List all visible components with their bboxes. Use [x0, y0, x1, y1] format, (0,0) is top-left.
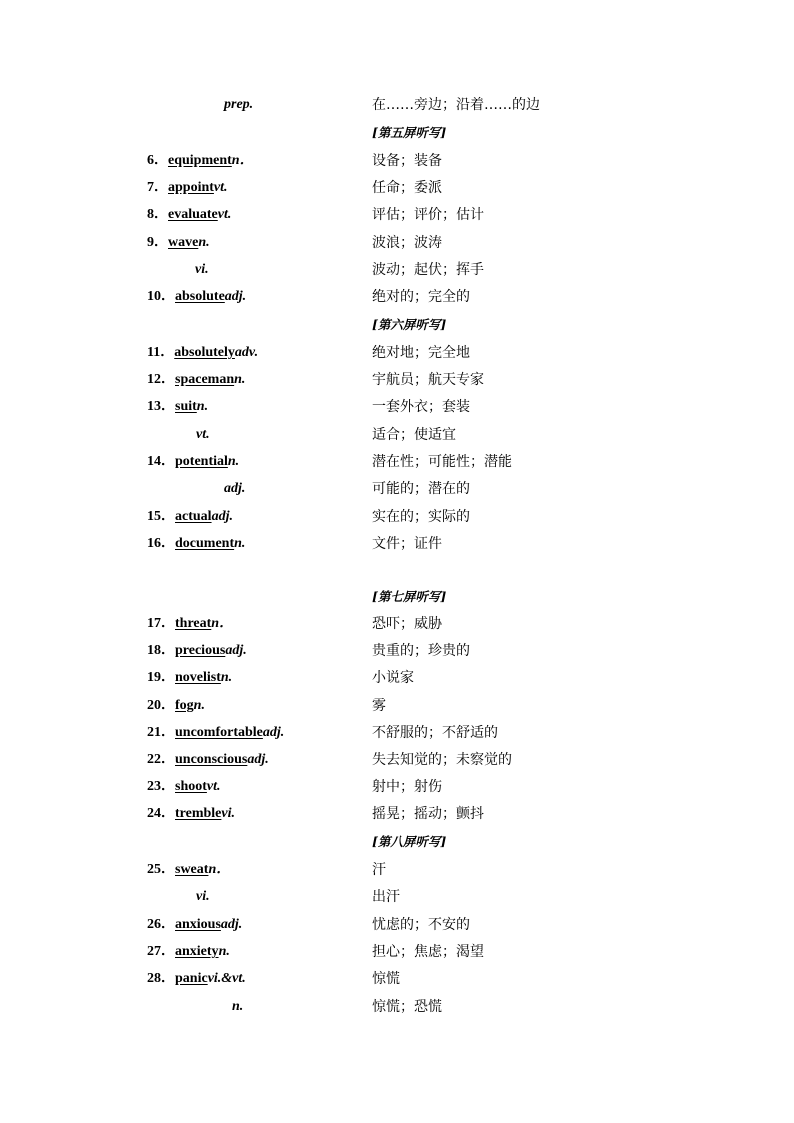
vocab-row: [0, 177, 794, 199]
vocab-row: [0, 506, 794, 528]
entry-number: 21．: [147, 725, 175, 740]
vocab-term: [147, 286, 246, 308]
vocab-row: [0, 451, 794, 473]
english-word: spaceman: [175, 372, 235, 387]
section-header: [第八屏听写]: [372, 834, 447, 849]
part-of-speech: adv.: [234, 345, 259, 360]
section-header-row: [0, 586, 794, 608]
english-word: tremble: [175, 806, 222, 821]
entry-number: 23．: [147, 779, 175, 794]
chinese-meaning: 潜在性；可能性；潜能: [372, 454, 512, 470]
entry-number: 14．: [147, 454, 175, 469]
entry-number: 17．: [147, 616, 175, 631]
part-of-speech: adj.: [224, 289, 247, 304]
vocab-term: [224, 94, 253, 116]
vocab-row: [0, 886, 794, 908]
vocab-row: [0, 259, 794, 281]
vocab-term: [147, 177, 228, 199]
vocab-term: [147, 722, 284, 744]
vocab-row: [0, 286, 794, 308]
part-of-speech: n．: [211, 616, 234, 631]
section-header: [第五屏听写]: [372, 125, 447, 140]
vocab-row: [0, 232, 794, 254]
vocab-row: [0, 150, 794, 172]
chinese-meaning: 在……旁边；沿着……的边: [372, 97, 540, 113]
vocab-term: [147, 342, 258, 364]
english-word: actual: [175, 509, 212, 524]
vocab-row: [0, 996, 794, 1018]
entry-number: 9．: [147, 235, 168, 250]
english-word: fog: [175, 698, 194, 713]
chinese-meaning: 贵重的；珍贵的: [372, 643, 470, 659]
english-word: anxious: [175, 917, 221, 932]
part-of-speech: n.: [234, 536, 246, 551]
chinese-meaning: 出汗: [372, 889, 400, 905]
part-of-speech: n.: [227, 454, 240, 469]
english-word: suit: [175, 399, 197, 414]
chinese-meaning: 绝对的；完全的: [372, 289, 470, 305]
vocab-term: [147, 451, 239, 473]
chinese-meaning: 忧虑的；不安的: [372, 917, 470, 933]
entry-number: 27．: [147, 944, 175, 959]
vocab-row: [0, 613, 794, 635]
chinese-meaning: 不舒服的；不舒适的: [372, 725, 498, 741]
vocab-row: [0, 533, 794, 555]
vocab-row: [0, 803, 794, 825]
vocab-term: [147, 150, 254, 172]
vocab-term: [147, 968, 246, 990]
part-of-speech: n．: [208, 862, 231, 877]
part-of-speech: n.: [196, 399, 209, 414]
english-word: shoot: [175, 779, 207, 794]
vocab-row: [0, 968, 794, 990]
entry-number: 22．: [147, 752, 175, 767]
vocab-row: [0, 640, 794, 662]
entry-number: 18．: [147, 643, 175, 658]
vocab-term: [232, 996, 243, 1018]
part-of-speech: adj.: [224, 481, 246, 496]
chinese-meaning: 文件；证件: [372, 536, 442, 552]
english-word: panic: [175, 971, 208, 986]
chinese-meaning: 射中；射伤: [372, 779, 442, 795]
section-header: [第七屏听写]: [372, 589, 447, 604]
vocab-term: [147, 914, 242, 936]
chinese-meaning: 宇航员；航天专家: [372, 372, 484, 388]
chinese-meaning: 一套外衣；套装: [372, 399, 470, 415]
vocab-term: [147, 232, 210, 254]
vocab-term: [147, 396, 208, 418]
chinese-meaning: 波浪；波涛: [372, 235, 442, 251]
chinese-meaning: 实在的；实际的: [372, 509, 470, 525]
part-of-speech: n.: [193, 698, 205, 713]
chinese-meaning: 绝对地；完全地: [372, 345, 470, 361]
entry-number: 6．: [147, 153, 168, 168]
chinese-meaning: 评估；评价；估计: [372, 207, 484, 223]
chinese-meaning: 适合；使适宜: [372, 427, 456, 443]
vocab-row: [0, 369, 794, 391]
vocab-term: [147, 506, 233, 528]
vocab-term: [147, 749, 269, 771]
vocab-term: [147, 613, 233, 635]
english-word: uncomfortable: [175, 725, 263, 740]
part-of-speech: prep.: [224, 97, 254, 112]
vocab-row: [0, 478, 794, 500]
entry-number: 12．: [147, 372, 175, 387]
vocab-row: [0, 94, 794, 116]
entry-number: 13．: [147, 399, 175, 414]
chinese-meaning: 任命；委派: [372, 180, 442, 196]
part-of-speech: n．: [231, 153, 254, 168]
chinese-meaning: 波动；起伏；挥手: [372, 262, 484, 278]
english-word: threat: [175, 616, 212, 631]
entry-number: 25．: [147, 862, 175, 877]
vocab-row: [0, 941, 794, 963]
part-of-speech: adj.: [247, 752, 269, 767]
english-word: absolute: [175, 289, 225, 304]
entry-number: 10．: [147, 289, 175, 304]
entry-number: 11．: [147, 345, 175, 360]
chinese-meaning: 可能的；潜在的: [372, 481, 470, 497]
english-word: appoint: [168, 180, 214, 195]
entry-number: 8．: [147, 207, 168, 222]
chinese-meaning: 设备；装备: [372, 153, 442, 169]
vocab-term: [224, 478, 245, 500]
part-of-speech: n.: [220, 670, 233, 685]
english-word: absolutely: [174, 345, 235, 360]
part-of-speech: n.: [234, 372, 246, 387]
vocab-term: [147, 204, 231, 226]
chinese-meaning: 失去知觉的；未察觉的: [372, 752, 512, 768]
english-word: unconscious: [175, 752, 248, 767]
vocab-term: [147, 369, 245, 391]
vocab-term: [147, 803, 235, 825]
vocab-row: [0, 722, 794, 744]
entry-number: 20．: [147, 698, 175, 713]
entry-number: 7．: [147, 180, 168, 195]
vocab-term: [147, 667, 232, 689]
vocab-row: [0, 424, 794, 446]
entry-number: 16．: [147, 536, 175, 551]
entry-number: 24．: [147, 806, 175, 821]
part-of-speech: vi.: [221, 806, 235, 821]
entry-number: 26．: [147, 917, 175, 932]
vocab-term: [147, 941, 230, 963]
english-word: document: [175, 536, 235, 551]
section-header-row: [0, 831, 794, 853]
vocab-term: [147, 859, 230, 881]
vocab-term: [196, 424, 210, 446]
vocab-term: [147, 776, 221, 798]
chinese-meaning: 雾: [372, 698, 386, 714]
english-word: precious: [175, 643, 226, 658]
part-of-speech: vt.: [206, 779, 221, 794]
chinese-meaning: 惊慌: [372, 971, 400, 987]
vocab-term: [196, 886, 210, 908]
part-of-speech: vt.: [213, 180, 228, 195]
english-word: novelist: [175, 670, 221, 685]
english-word: potential: [175, 454, 228, 469]
vocab-row: [0, 667, 794, 689]
chinese-meaning: 惊慌；恐慌: [372, 999, 442, 1015]
part-of-speech: vt.: [217, 207, 232, 222]
entry-number: 19．: [147, 670, 175, 685]
part-of-speech: vi.: [195, 262, 209, 277]
vocab-row: [0, 342, 794, 364]
vocab-term: [147, 695, 205, 717]
part-of-speech: vi.: [196, 889, 210, 904]
vocab-row: [0, 859, 794, 881]
part-of-speech: n.: [218, 944, 230, 959]
chinese-meaning: 恐吓；威胁: [372, 616, 442, 632]
part-of-speech: vt.: [196, 427, 210, 442]
part-of-speech: vi.&vt.: [207, 971, 246, 986]
english-word: wave: [168, 235, 199, 250]
part-of-speech: adj.: [225, 643, 247, 658]
english-word: sweat: [175, 862, 209, 877]
vocab-row: [0, 776, 794, 798]
vocab-row: [0, 914, 794, 936]
entry-number: 28．: [147, 971, 175, 986]
section-header: [第六屏听写]: [372, 317, 447, 332]
vocab-row: [0, 204, 794, 226]
section-header-row: [0, 314, 794, 336]
vocab-term: [195, 259, 209, 281]
chinese-meaning: 摇晃；摇动；颤抖: [372, 806, 484, 822]
part-of-speech: adj.: [211, 509, 233, 524]
vocab-term: [147, 640, 247, 662]
vocab-row: [0, 695, 794, 717]
part-of-speech: n.: [232, 999, 244, 1014]
part-of-speech: n.: [198, 235, 210, 250]
entry-number: 15．: [147, 509, 175, 524]
part-of-speech: adj.: [262, 725, 285, 740]
vocab-row: [0, 396, 794, 418]
english-word: evaluate: [168, 207, 218, 222]
chinese-meaning: 小说家: [372, 670, 414, 686]
section-header-row: [0, 122, 794, 144]
chinese-meaning: 担心；焦虑；渴望: [372, 944, 484, 960]
english-word: equipment: [168, 153, 232, 168]
english-word: anxiety: [175, 944, 219, 959]
vocab-term: [147, 533, 245, 555]
part-of-speech: adj.: [220, 917, 243, 932]
chinese-meaning: 汗: [372, 862, 386, 878]
vocab-row: [0, 749, 794, 771]
